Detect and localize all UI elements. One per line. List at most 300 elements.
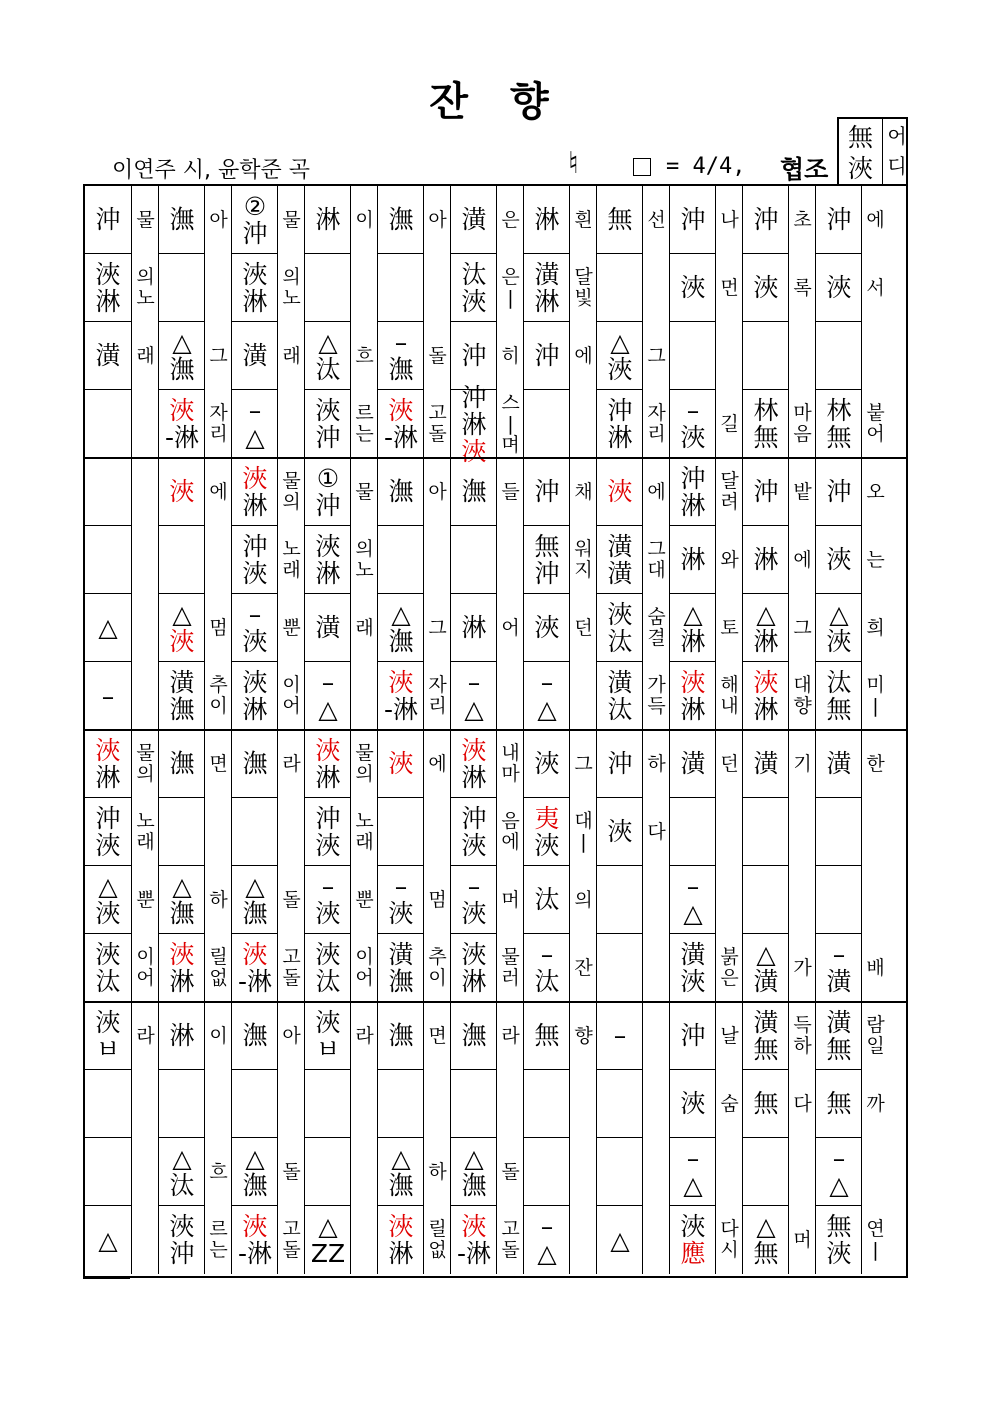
lyric-cell: 의 bbox=[574, 888, 593, 911]
lyric-column bbox=[715, 458, 743, 730]
note-cell: △ 潕 bbox=[378, 1138, 424, 1206]
lyric-cell: 음 에 bbox=[501, 810, 520, 853]
end-line bbox=[83, 1277, 130, 1279]
lyric-cell: 노 래 bbox=[355, 810, 374, 853]
page-title: 잔 향 bbox=[429, 79, 563, 125]
lyric-cell bbox=[278, 390, 305, 458]
lyric-cell: 라 bbox=[501, 1024, 520, 1047]
note-column bbox=[523, 1002, 570, 1274]
lyric-cell: 토 bbox=[720, 616, 739, 639]
note-cell bbox=[378, 1070, 424, 1138]
note-cell: 沖 浹 bbox=[451, 798, 497, 866]
lyric-cell bbox=[862, 322, 889, 390]
note-cell: 潕 bbox=[378, 186, 424, 254]
lyric-cell: 달 려 bbox=[720, 470, 739, 513]
lyric-cell: 초 bbox=[793, 208, 812, 231]
lyric-column bbox=[788, 186, 816, 458]
note-cell: 浹 bbox=[816, 526, 862, 594]
note-cell: 浹 淋 bbox=[169, 940, 195, 996]
note-column bbox=[815, 730, 862, 1002]
note-cell bbox=[378, 526, 424, 594]
lyric-cell: 에 bbox=[866, 208, 885, 231]
note-cell: 浹 淋 bbox=[305, 526, 351, 594]
note-cell: 潢 潕 bbox=[169, 668, 195, 724]
note-cell bbox=[305, 1070, 351, 1138]
note-cell: △ 無 bbox=[753, 1212, 779, 1268]
note-cell: 淋 bbox=[305, 186, 351, 254]
jeonggan-box-icon bbox=[633, 158, 651, 176]
lyric-cell: 아 bbox=[282, 1024, 301, 1047]
note-column bbox=[304, 186, 351, 458]
lyric-cell bbox=[132, 1070, 159, 1138]
lyric-cell bbox=[789, 1138, 816, 1206]
note-cell bbox=[378, 798, 424, 866]
note-cell: △ bbox=[85, 594, 131, 662]
lyric-cell: 와 bbox=[720, 548, 739, 571]
lyric-cell: 에 bbox=[574, 344, 593, 367]
lyric-cell: 록 bbox=[793, 276, 812, 299]
lyric-cell bbox=[716, 866, 743, 934]
note-cell: – bbox=[101, 681, 115, 711]
note-column bbox=[304, 458, 351, 730]
note-column bbox=[596, 186, 643, 458]
note-cell bbox=[816, 322, 862, 390]
lyric-column bbox=[569, 458, 597, 730]
lyric-cell: 희 bbox=[866, 616, 885, 639]
note-cell: △ ZZ bbox=[310, 1212, 346, 1268]
note-cell: 沖 bbox=[597, 730, 643, 798]
lyric-cell: 다 bbox=[647, 820, 666, 843]
note-cell: 浹 -淋 bbox=[164, 396, 200, 452]
lyric-cell: 물 bbox=[355, 480, 374, 503]
note-cell: 潢 bbox=[85, 322, 131, 390]
lyric-cell: 에 bbox=[793, 548, 812, 571]
lyric-column bbox=[496, 186, 524, 458]
lyric-cell: 아 bbox=[209, 208, 228, 231]
lyric-cell: 기 bbox=[793, 752, 812, 775]
lyric-cell: 르 는 bbox=[355, 402, 374, 445]
lyric-cell bbox=[643, 1206, 670, 1274]
note-cell: 浹 淋 bbox=[85, 730, 131, 798]
lyric-column bbox=[423, 1002, 451, 1274]
lyric-cell: 돌 bbox=[501, 1160, 520, 1183]
note-cell: 浹 應 bbox=[680, 1212, 706, 1268]
lyric-cell: 라 bbox=[136, 1024, 155, 1047]
note-column bbox=[742, 186, 789, 458]
note-column bbox=[158, 186, 205, 458]
note-cell: △ 潕 bbox=[159, 322, 205, 390]
lyric-column bbox=[642, 1002, 670, 1274]
note-cell bbox=[159, 254, 205, 322]
note-cell: 淋 bbox=[159, 1002, 205, 1070]
lyric-cell: 내 마 bbox=[501, 742, 520, 785]
lyric-column bbox=[861, 458, 889, 730]
note-cell bbox=[743, 1138, 789, 1206]
note-column bbox=[450, 458, 497, 730]
note-cell: 浹 淋 bbox=[232, 254, 278, 322]
lyric-cell: 채 bbox=[574, 480, 593, 503]
note-cell bbox=[378, 254, 424, 322]
note-column bbox=[85, 730, 131, 1002]
lyric-cell: 흐 bbox=[355, 344, 374, 367]
lyric-cell: 해 내 bbox=[720, 674, 739, 717]
note-column bbox=[742, 730, 789, 1002]
note-cell: 潕 bbox=[232, 1002, 278, 1070]
note-column bbox=[523, 186, 570, 458]
lyric-cell bbox=[132, 526, 159, 594]
lyric-column bbox=[131, 730, 159, 1002]
lyric-cell: 이 어 bbox=[282, 674, 301, 717]
note-cell: 沖 bbox=[743, 186, 789, 254]
note-column bbox=[742, 458, 789, 730]
lyric-cell bbox=[351, 1070, 378, 1138]
lyric-cell: 돌 bbox=[282, 888, 301, 911]
note-cell: 浹 bbox=[378, 730, 424, 798]
note-cell: ② 沖 bbox=[232, 186, 278, 254]
note-cell: 無 bbox=[816, 1070, 862, 1138]
note-cell: 沖 淋 bbox=[607, 396, 633, 452]
note-cell: 潢 bbox=[743, 730, 789, 798]
note-column bbox=[669, 458, 716, 730]
note-column bbox=[85, 1002, 131, 1274]
note-column bbox=[377, 186, 424, 458]
lyric-cell: 길 bbox=[720, 412, 739, 435]
note-cell: 潢 bbox=[816, 730, 862, 798]
note-cell bbox=[524, 1070, 570, 1138]
note-column bbox=[669, 1002, 716, 1274]
lyric-column bbox=[204, 1002, 232, 1274]
lyric-cell: 먼 bbox=[720, 276, 739, 299]
lyric-cell: 선 bbox=[647, 208, 666, 231]
lyric-cell bbox=[570, 1138, 597, 1206]
lyric-cell bbox=[205, 254, 232, 322]
lyric-column bbox=[496, 458, 524, 730]
lyric-cell bbox=[570, 1206, 597, 1274]
note-cell: 無 沖 bbox=[524, 526, 570, 594]
lyric-column bbox=[277, 186, 305, 458]
note-cell: – △ bbox=[816, 1138, 862, 1206]
natural-sign-icon: ♮ bbox=[568, 146, 579, 181]
lyric-cell bbox=[351, 254, 378, 322]
note-cell: 潢 bbox=[232, 322, 278, 390]
lyric-cell bbox=[789, 798, 816, 866]
note-cell: – bbox=[597, 1002, 643, 1070]
lyric-column bbox=[350, 186, 378, 458]
lyric-cell bbox=[789, 322, 816, 390]
lyric-cell: 이 어 bbox=[355, 946, 374, 989]
lyric-cell: 라 bbox=[282, 752, 301, 775]
lyric-cell: 의 노 bbox=[355, 538, 374, 581]
note-cell: 浹 淋 bbox=[242, 668, 268, 724]
lyric-cell bbox=[570, 1070, 597, 1138]
note-cell: – △ bbox=[537, 668, 557, 724]
note-cell: 沖 bbox=[451, 322, 497, 390]
lyric-cell: 던 bbox=[720, 752, 739, 775]
note-column bbox=[85, 186, 131, 458]
lyric-cell: 돌 bbox=[428, 344, 447, 367]
lyric-cell: 향 bbox=[574, 1024, 593, 1047]
note-cell: 汰 浹 bbox=[451, 254, 497, 322]
note-cell: 浹 淋 bbox=[85, 254, 131, 322]
note-column bbox=[231, 458, 278, 730]
lyric-column bbox=[277, 458, 305, 730]
note-column bbox=[815, 186, 862, 458]
note-cell: ① 沖 bbox=[305, 458, 351, 526]
lyric-cell: 까 bbox=[866, 1092, 885, 1115]
lyric-cell bbox=[716, 322, 743, 390]
note-cell bbox=[451, 1070, 497, 1138]
lyric-cell: 히 bbox=[501, 344, 520, 367]
lyric-cell: 그 bbox=[793, 616, 812, 639]
note-cell: △ bbox=[610, 1225, 630, 1255]
lyric-cell: 그 대 bbox=[647, 538, 666, 581]
lyric-cell: 돌 bbox=[282, 1160, 301, 1183]
lyric-column bbox=[131, 1002, 159, 1274]
lyric-cell: 스 | 며 bbox=[501, 391, 520, 456]
note-cell: 夷 浹 bbox=[524, 798, 570, 866]
lyric-cell bbox=[424, 526, 451, 594]
note-cell bbox=[159, 1070, 205, 1138]
lyric-cell: 노 래 bbox=[282, 538, 301, 581]
note-cell: 潕 bbox=[378, 1002, 424, 1070]
note-cell: 沖 bbox=[524, 322, 570, 390]
lyric-cell: 물 의 bbox=[136, 742, 155, 785]
lyric-cell: 이 어 bbox=[136, 946, 155, 989]
lyric-cell: 뿐 bbox=[136, 888, 155, 911]
note-cell: 浹 -淋 bbox=[456, 1212, 492, 1268]
note-cell: 潢 bbox=[305, 594, 351, 662]
note-column bbox=[231, 186, 278, 458]
lyric-cell: 은 bbox=[501, 208, 520, 231]
note-cell bbox=[232, 1070, 278, 1138]
note-cell bbox=[159, 526, 205, 594]
note-cell: 浹 -淋 bbox=[383, 668, 419, 724]
note-cell: 浹 -淋 bbox=[383, 396, 419, 452]
lyric-cell: 다 시 bbox=[720, 1218, 739, 1261]
lyric-cell bbox=[570, 662, 597, 730]
note-cell bbox=[743, 322, 789, 390]
note-cell bbox=[85, 458, 131, 526]
note-cell: 浹 -淋 bbox=[237, 1212, 273, 1268]
note-column bbox=[304, 730, 351, 1002]
note-cell: 潕 bbox=[451, 1002, 497, 1070]
note-cell: – 潕 bbox=[378, 322, 424, 390]
note-cell: 沖 bbox=[670, 186, 716, 254]
lyric-cell: 은 | bbox=[501, 266, 520, 309]
note-cell: 浹 bbox=[597, 458, 643, 526]
lyric-cell: 래 bbox=[136, 344, 155, 367]
lyric-cell bbox=[643, 1002, 670, 1070]
lyric-cell bbox=[205, 798, 232, 866]
lyric-cell: 고 돌 bbox=[282, 1218, 301, 1261]
lyric-column bbox=[569, 730, 597, 1002]
note-column bbox=[85, 458, 131, 730]
note-cell: 浹 bbox=[524, 730, 570, 798]
lyric-cell bbox=[132, 1138, 159, 1206]
lyric-cell: 그 bbox=[647, 344, 666, 367]
note-cell: 浹 bbox=[159, 458, 205, 526]
note-cell: 浹 bbox=[670, 1070, 716, 1138]
lyric-cell: 대 향 bbox=[793, 674, 812, 717]
lyric-cell bbox=[132, 662, 159, 730]
lyric-column bbox=[861, 1002, 889, 1274]
note-cell: 沖 浹 bbox=[305, 798, 351, 866]
lyric-cell: 아 bbox=[428, 480, 447, 503]
note-cell: 浹 bbox=[524, 594, 570, 662]
note-cell: △ bbox=[98, 1225, 118, 1255]
note-cell: 浹 淋 bbox=[451, 730, 497, 798]
lyric-cell: 고 돌 bbox=[501, 1218, 520, 1261]
lyric-cell: 뿐 bbox=[355, 888, 374, 911]
note-cell: 沖 淋 bbox=[670, 458, 716, 526]
note-cell: 浹 淋 bbox=[753, 668, 779, 724]
lyric-column bbox=[569, 186, 597, 458]
note-cell: – 潢 bbox=[826, 940, 852, 996]
lyric-column bbox=[350, 1002, 378, 1274]
lyric-cell bbox=[132, 594, 159, 662]
lyric-cell: 뿐 bbox=[282, 616, 301, 639]
lyric-cell bbox=[205, 526, 232, 594]
note-cell: △ 淋 bbox=[670, 594, 716, 662]
note-cell: 潕 bbox=[378, 458, 424, 526]
note-column bbox=[158, 730, 205, 1002]
lyric-cell bbox=[132, 390, 159, 458]
note-cell: – △ bbox=[318, 668, 338, 724]
lyric-cell: 물 의 bbox=[282, 470, 301, 513]
lyric-cell bbox=[862, 1138, 889, 1206]
lyric-cell bbox=[132, 1206, 159, 1274]
note-cell: 潢 無 bbox=[743, 1002, 789, 1070]
note-cell: △ 浹 bbox=[85, 866, 131, 934]
lyric-cell bbox=[132, 458, 159, 526]
note-cell: 潕 bbox=[159, 730, 205, 798]
lyric-cell bbox=[351, 1138, 378, 1206]
note-cell: △ 汰 bbox=[305, 322, 351, 390]
note-cell: 沖 bbox=[670, 1002, 716, 1070]
score-grid bbox=[83, 184, 908, 1278]
note-cell: 潢 汰 bbox=[607, 668, 633, 724]
lyric-cell bbox=[862, 798, 889, 866]
note-cell bbox=[524, 1138, 570, 1206]
note-cell: – △ bbox=[464, 668, 484, 724]
note-cell: 浹 淋 bbox=[461, 940, 487, 996]
lyric-cell bbox=[643, 1070, 670, 1138]
lyric-cell: 이 bbox=[209, 1024, 228, 1047]
lyric-cell: 에 bbox=[647, 480, 666, 503]
lyric-cell: 래 bbox=[282, 344, 301, 367]
note-cell: 沖 浹 bbox=[85, 798, 131, 866]
note-cell: 汰 bbox=[524, 866, 570, 934]
note-cell bbox=[597, 866, 643, 934]
note-cell bbox=[743, 798, 789, 866]
lyric-cell: 래 bbox=[355, 616, 374, 639]
lyric-cell bbox=[424, 798, 451, 866]
note-column bbox=[231, 730, 278, 1002]
note-cell: 浹 淋 bbox=[232, 458, 278, 526]
lyric-column bbox=[642, 186, 670, 458]
note-cell: 林 無 bbox=[826, 396, 852, 452]
lyric-column bbox=[131, 458, 159, 730]
lyric-cell: 가 bbox=[793, 956, 812, 979]
lyric-cell: 붉 은 bbox=[720, 946, 739, 989]
lyric-cell: 나 bbox=[720, 208, 739, 231]
lyric-column bbox=[423, 730, 451, 1002]
lyric-cell: 한 bbox=[866, 752, 885, 775]
note-cell: 浹 汰 bbox=[315, 940, 341, 996]
lyric-column bbox=[715, 1002, 743, 1274]
lyric-cell: 다 bbox=[793, 1092, 812, 1115]
note-column bbox=[596, 730, 643, 1002]
lyric-cell bbox=[424, 1070, 451, 1138]
lyric-cell: 면 bbox=[428, 1024, 447, 1047]
note-column bbox=[377, 730, 424, 1002]
lyric-cell: 물 의 bbox=[355, 742, 374, 785]
note-cell: – 汰 bbox=[534, 940, 560, 996]
lyric-cell bbox=[497, 526, 524, 594]
note-cell: – 浹 bbox=[305, 866, 351, 934]
lyric-cell bbox=[205, 1070, 232, 1138]
note-cell: 潢 潕 bbox=[388, 940, 414, 996]
lyric-cell: 노 래 bbox=[136, 810, 155, 853]
lyric-column bbox=[131, 186, 159, 458]
note-cell: – 浹 bbox=[451, 866, 497, 934]
lyric-column bbox=[861, 186, 889, 458]
note-column bbox=[523, 458, 570, 730]
lyric-column bbox=[204, 458, 232, 730]
note-cell: 浹 沖 bbox=[315, 396, 341, 452]
note-cell: △ 潕 bbox=[378, 594, 424, 662]
lyric-cell: 던 bbox=[574, 616, 593, 639]
lyric-column bbox=[861, 730, 889, 1002]
note-column bbox=[377, 458, 424, 730]
lyric-cell: 고 돌 bbox=[428, 402, 447, 445]
lyric-column bbox=[423, 458, 451, 730]
lyric-cell: 고 돌 bbox=[282, 946, 301, 989]
note-cell: 淋 bbox=[743, 526, 789, 594]
lyric-cell bbox=[643, 934, 670, 1002]
note-column bbox=[815, 1002, 862, 1274]
ensemble-label: 협조 bbox=[780, 155, 829, 184]
corner-notes: 無 浹 bbox=[839, 119, 883, 185]
lyric-cell: 대 | bbox=[574, 810, 593, 853]
note-cell: 沖 淋 浹 bbox=[461, 382, 487, 466]
note-cell bbox=[305, 1138, 351, 1206]
note-cell: 浹 bbox=[816, 254, 862, 322]
note-column bbox=[450, 1002, 497, 1274]
note-cell: 浹 淋 bbox=[680, 668, 706, 724]
lyric-column bbox=[496, 730, 524, 1002]
note-cell: 沖 bbox=[743, 458, 789, 526]
note-cell: 淋 bbox=[670, 526, 716, 594]
lyric-cell: 하 bbox=[647, 752, 666, 775]
note-cell bbox=[85, 526, 131, 594]
note-cell bbox=[597, 254, 643, 322]
note-column bbox=[158, 1002, 205, 1274]
note-column bbox=[231, 1002, 278, 1274]
note-cell: 浹 bbox=[743, 254, 789, 322]
note-cell bbox=[670, 322, 716, 390]
lyric-cell: 그 bbox=[209, 344, 228, 367]
lyric-cell: 이 bbox=[355, 208, 374, 231]
note-cell: 潢 bbox=[670, 730, 716, 798]
lyric-column bbox=[496, 1002, 524, 1274]
note-cell: 淋 bbox=[451, 594, 497, 662]
lyric-column bbox=[423, 186, 451, 458]
lyric-cell: 릴 없 bbox=[209, 946, 228, 989]
note-cell: △ 浹 bbox=[159, 594, 205, 662]
corner-cell bbox=[837, 117, 908, 185]
note-cell: 沖 bbox=[816, 186, 862, 254]
